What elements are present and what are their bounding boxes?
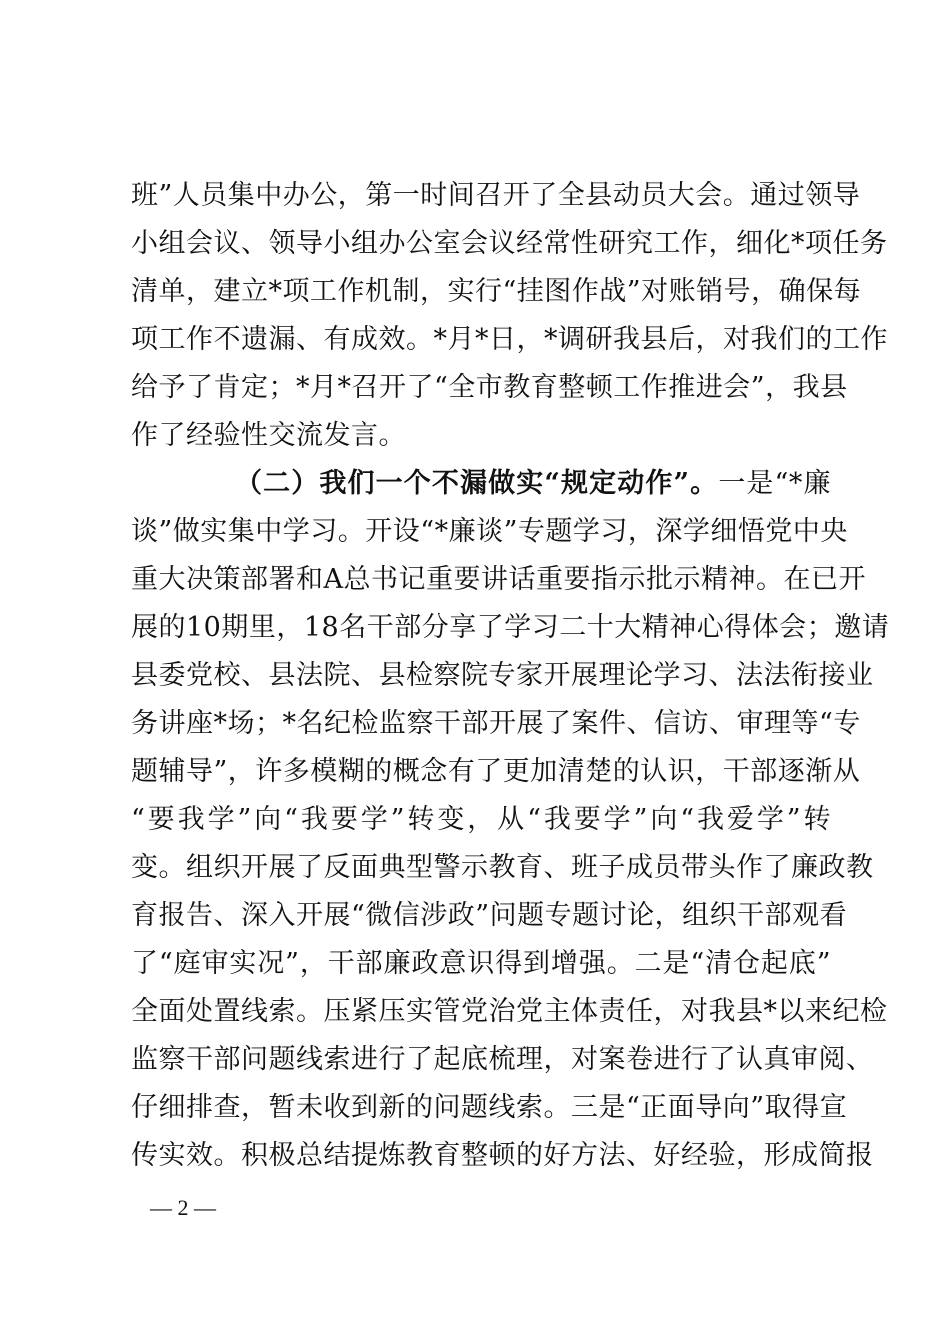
paragraph-2-line-12: 全面处置线索。压紧压实管党治党主体责任，对我县*以来纪检 <box>131 996 888 1027</box>
paragraph-2-line-3: 重大决策部署和A总书记重要讲话重要指示批示精神。在已开 <box>131 564 866 595</box>
paragraph-2-line-13: 监察干部问题线索进行了起底梳理，对案卷进行了认真审阅、 <box>131 1044 874 1075</box>
paragraph-2-first-line <box>235 462 831 506</box>
paragraph-1-line-6: 作了经验性交流发言。 <box>131 420 406 451</box>
paragraph-2-line-8: “要我学”向“我要学”转变，从“我要学”向“我爱学”转 <box>131 804 831 835</box>
paragraph-2-line-15: 传实效。积极总结提炼教育整顿的好方法、好经验，形成简报 <box>131 1140 874 1171</box>
paragraph-1-line-4: 项工作不遗漏、有成效。*月*日，*调研我县后，对我们的工作 <box>131 324 888 355</box>
page-number: — 2 — <box>150 1195 216 1220</box>
paragraph-1-line-2: 小组会议、领导小组办公室会议经常性研究工作，细化*项任务 <box>131 228 888 259</box>
paragraph-2-line-10: 育报告、深入开展“微信涉政”问题专题讨论，组织干部观看 <box>131 900 848 931</box>
section-heading: （二）我们一个不漏做实“规定动作”。 <box>235 468 719 499</box>
paragraph-1-line-1: 班”人员集中办公，第一时间召开了全县动员大会。通过领导 <box>131 180 861 211</box>
paragraph-2-line-2: 谈”做实集中学习。开设“*廉谈”专题学习，深学细悟党中央 <box>131 516 848 547</box>
paragraph-2-line-5: 县委党校、县法院、县检察院专家开展理论学习、法法衔接业 <box>131 660 874 691</box>
paragraph-2-line-14: 仔细排查，暂未收到新的问题线索。三是“正面导向”取得宣 <box>131 1092 848 1123</box>
paragraph-2-line-11: 了“庭审实况”，干部廉政意识得到增强。二是“清仓起底” <box>131 948 831 979</box>
paragraph-2-line-7: 题辅导”，许多模糊的概念有了更加清楚的认识，干部逐渐从 <box>131 756 861 787</box>
paragraph-2-line-9: 变。组织开展了反面典型警示教育、班子成员带头作了廉政教 <box>131 852 874 883</box>
paragraph-2-first-line-rest: 一是“*廉 <box>718 468 831 499</box>
paragraph-2-line-4: 展的10期里，18名干部分享了学习二十大精神心得体会；邀请 <box>131 612 890 643</box>
paragraph-1-line-5: 给予了肯定；*月*召开了“全市教育整顿工作推进会”，我县 <box>131 372 848 403</box>
paragraph-2-line-6: 务讲座*场；*名纪检监察干部开展了案件、信访、审理等“专 <box>131 708 861 739</box>
paragraph-1-line-3: 清单，建立*项工作机制，实行“挂图作战”对账销号，确保每 <box>131 276 862 307</box>
